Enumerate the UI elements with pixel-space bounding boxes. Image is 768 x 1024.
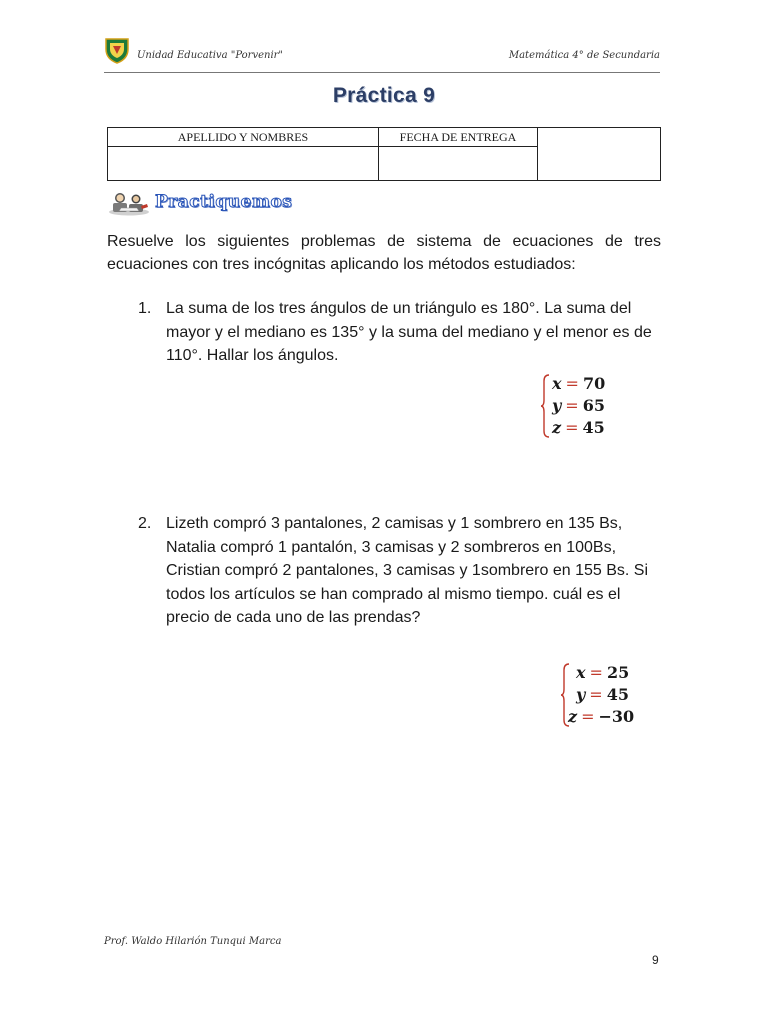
footer-author: Prof. Waldo Hilarión Tunqui Marca xyxy=(104,936,282,947)
date-field[interactable] xyxy=(379,147,538,181)
answer-system-1 xyxy=(540,373,620,439)
subject-label: Matemática 4° de Secundaria xyxy=(508,50,660,61)
page-header xyxy=(104,38,660,73)
practiquemos-banner xyxy=(107,190,307,216)
answer-row: x = 25 xyxy=(576,663,630,682)
answer-row: z = −30 xyxy=(568,707,635,726)
problem-number: 2. xyxy=(138,515,152,532)
name-field[interactable] xyxy=(108,147,379,181)
problem-item-2 xyxy=(138,512,661,630)
answer-row: z = 45 xyxy=(552,418,605,437)
page-number: 9 xyxy=(652,953,659,967)
problem-text: Lizeth compró 3 pantalones, 2 camisas y 1 sombrero en 135 Bs, Natalia compró 1 pantalón, 3 camisas y 2 sombreros en 100Bs, Cristian compró 2 pantalones, 3 camisas y 1sombrero en 155 Bs. Si todos los artículos se han comprado al mismo tiempo. cuál es el precio de cada uno de las prendas? xyxy=(166,515,649,626)
answer-system-2 xyxy=(560,662,640,728)
practiquemos-heading: Practiquemos xyxy=(155,192,293,212)
students-reading-icon xyxy=(107,190,151,216)
student-info-table xyxy=(107,127,661,181)
problem-item-1 xyxy=(138,297,661,368)
name-column-header: APELLIDO Y NOMBRES xyxy=(108,128,379,147)
intro-paragraph: Resuelve los siguientes problemas de sistema de ecuaciones de tres ecuaciones con tres incógnitas aplicando los métodos estudiados: xyxy=(107,233,661,273)
answer-row: y = 65 xyxy=(552,396,605,415)
page-title: Práctica 9 xyxy=(332,84,436,107)
problem-number: 1. xyxy=(138,300,152,317)
grade-cell[interactable] xyxy=(538,128,661,181)
answer-row: y = 45 xyxy=(576,685,629,704)
left-brace-icon xyxy=(540,373,550,439)
date-column-header: FECHA DE ENTREGA xyxy=(379,128,538,147)
school-crest-icon xyxy=(104,36,130,64)
school-name: Unidad Educativa "Porvenir" xyxy=(137,50,284,61)
answer-row: x = 70 xyxy=(552,374,606,393)
problem-text: La suma de los tres ángulos de un triángulo es 180°. La suma del mayor y el mediano es 135° y la suma del mediano y el menor es de 110°. Hallar los ángulos. xyxy=(166,300,652,364)
